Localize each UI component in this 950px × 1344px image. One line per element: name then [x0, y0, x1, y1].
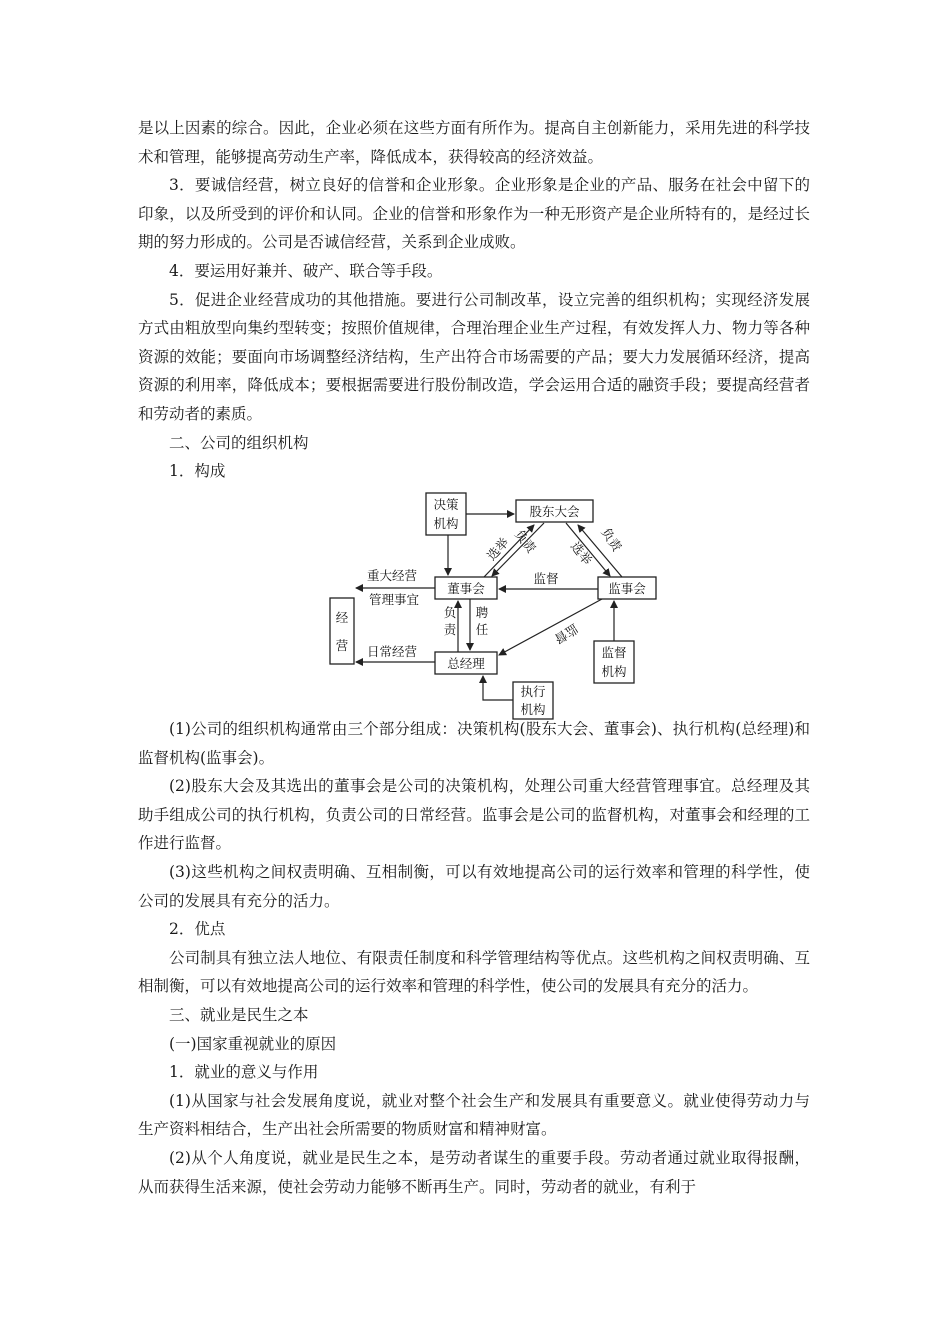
operation-box [330, 598, 354, 664]
supervision-org-label-2: 机构 [601, 664, 627, 679]
paragraph: (2)从个人角度说，就业是民生之本，是劳动者谋生的重要手段。劳动者通过就业取得报酬，从而获得生活来源，使社会劳动力能够不断再生产。同时，劳动者的就业，有利于 [138, 1148, 810, 1196]
decision-org-label-1: 决策 [433, 497, 459, 512]
section-heading: 三、就业是民生之本 [169, 1005, 309, 1024]
appoint-vertical-label-1: 聘 [475, 605, 489, 620]
elect-left-label: 选举 [483, 534, 512, 564]
resp-vertical-label-2: 责 [443, 622, 457, 637]
resp-right-label: 负责 [598, 524, 625, 555]
supervise-diag-label: 监督 [551, 620, 581, 647]
top-text [138, 114, 810, 486]
board-label: 董事会 [447, 581, 485, 596]
appoint-vertical-label-2: 任 [475, 622, 489, 637]
major-affairs-label-2: 管理事宜 [368, 592, 420, 607]
shareholders-label: 股东大会 [529, 504, 580, 519]
bottom-text [138, 715, 810, 1201]
subsection-heading: (一)国家重视就业的原因 [169, 1034, 337, 1053]
paragraph: (3)这些机构之间权责明确、互相制衡，可以有效地提高公司的运行效率和管理的科学性，使公司的发展具有充分的活力。 [138, 862, 810, 910]
arrow-execution-to-manager [483, 676, 513, 700]
paragraph: (2)股东大会及其选出的董事会是公司的决策机构，处理公司重大经营管理事宜。总经理及其助手组成公司的执行机构，负责公司的日常经营。监事会是公司的监督机构，对董事会和经理的工作进行监督。 [138, 777, 810, 853]
paragraph: 3．要诚信经营，树立良好的信誉和企业形象。企业形象是企业的产品、服务在社会中留下的印象，以及所受到的评价和认同。企业的信誉和形象作为一种无形资产是企业所特有的，是经过长期的努力形成的。公司是否诚信经营，关系到企业成败。 [138, 176, 810, 252]
execution-org-label-2: 机构 [520, 702, 546, 717]
supervisory-board-label: 监事会 [608, 581, 646, 596]
resp-left-label: 负责 [511, 526, 540, 556]
paragraph: (1)从国家与社会发展角度说，就业对整个社会生产和发展具有重要意义。就业使得劳动力与生产资料相结合，生产出社会所需要的物质财富和精神财富。 [138, 1091, 810, 1139]
supervise-mid-label: 监督 [533, 571, 559, 586]
org-structure-diagram [320, 490, 660, 720]
daily-operation-label: 日常经营 [366, 644, 418, 659]
subsection-heading: 2．优点 [169, 920, 226, 939]
section-heading: 二、公司的组织机构 [169, 433, 309, 452]
paragraph: 是以上因素的综合。因此，企业必须在这些方面有所作为。提高自主创新能力，采用先进的科学技术和管理，能够提高劳动生产率，降低成本，获得较高的经济效益。 [138, 119, 810, 166]
general-manager-label: 总经理 [447, 656, 485, 671]
arrow-supervisory-to-manager [499, 599, 602, 655]
decision-org-label-2: 机构 [433, 516, 459, 531]
paragraph: (1)公司的组织机构通常由三个部分组成：决策机构(股东大会、董事会)、执行机构(总经理)和监督机构(监事会)。 [138, 720, 810, 767]
operation-label-2: 营 [335, 638, 349, 653]
paragraph: 4．要运用好兼并、破产、联合等手段。 [169, 261, 443, 280]
major-affairs-label-1: 重大经营 [366, 568, 418, 583]
resp-vertical-label-1: 负 [443, 605, 457, 620]
operation-label-1: 经 [335, 610, 349, 625]
subsection-heading: 1．就业的意义与作用 [169, 1063, 319, 1082]
paragraph: 5．促进企业经营成功的其他措施。要进行公司制改革，设立完善的组织机构；实现经济发展方式由粗放型向集约型转变；按照价值规律，合理治理企业生产过程，有效发挥人力、物力等各种资源的效能；要面向市场调整经济结构，生产出符合市场需要的产品；要大力发展循环经济，提高资源的利用率，降低成本；要根据需要进行股份制改造，学会运用合适的融资手段；要提高经营者和劳动者的素质。 [138, 290, 810, 423]
subsection-heading: 1．构成 [169, 462, 226, 481]
paragraph: 公司制具有独立法人地位、有限责任制度和科学管理结构等优点。这些机构之间权责明确、互相制衡，可以有效地提高公司的运行效率和管理的科学性，使公司的发展具有充分的活力。 [138, 948, 810, 996]
elect-right-label: 选举 [567, 538, 596, 568]
supervision-org-label-1: 监督 [601, 645, 627, 660]
execution-org-label-1: 执行 [520, 684, 546, 699]
